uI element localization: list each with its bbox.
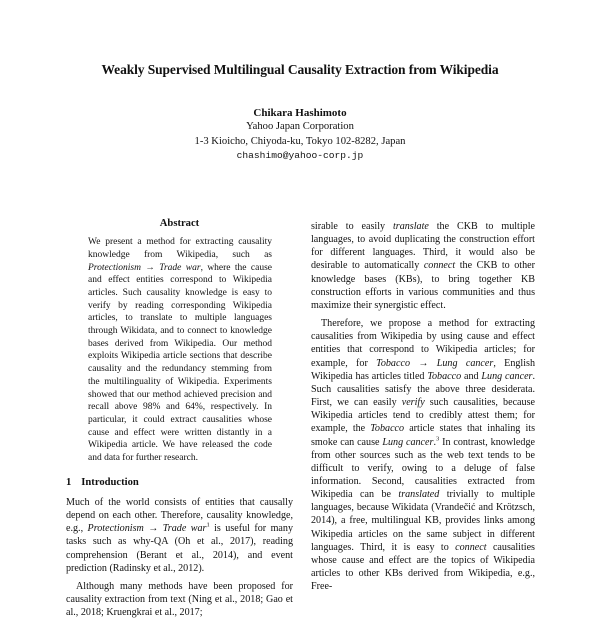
abstract-heading: Abstract <box>159 218 200 229</box>
author-name: Chikara Hashimoto <box>253 107 347 119</box>
right-column <box>311 220 535 593</box>
paper-title: Weakly Supervised Multilingual Causality Extraction from Wikipedia <box>101 62 499 77</box>
left-column <box>66 218 293 619</box>
intro-paragraph-1: Much of the world consists of entities that causally depend on each other. Therefore, causality knowledge, e.g., Protectionism → Trade war$^1$ is useful for many tasks such as why-QA (Oh et al., 2017), reading comprehension (Berant et al., 2014), and event prediction (Radinsky et al., 2012). <box>66 496 293 574</box>
abstract-text: We present a method for extracting causality knowledge from Wikipedia, such as Protectionism → Trade war, where the cause and effect entities correspond to Wikipedia articles. Such causality knowledge is easy to verify by reading corresponding Wikipedia articles, to translate to multiple languages through Wikidata, and to connect to knowledge bases derived from Wikipedia. Our method exploits Wikipedia article sections that describe causality and the redundancy stemming from the multilinguality of Wikipedia. Experiments showed that our method achieved precision and recall above 98% and 64%, respectively. In particular, it could extract causalities whose cause and effect were written distantly in a Wikipedia article. We have released the code and data for further research. <box>88 237 272 464</box>
author-block <box>0 106 600 164</box>
author-affiliation: Yahoo Japan Corporation <box>246 121 354 133</box>
right-paragraph-1: sirable to easily translate the CKB to multiple languages, to avoid duplicating the construction effort for different languages. Third, it would also be desirable to automatically connect the CKB to other knowledge bases (KBs), to bring together KB construction efforts in various communities and thus maximize their synergistic effect. <box>311 221 535 311</box>
author-address: 1-3 Kioicho, Chiyoda-ku, Tokyo 102-8282, Japan <box>194 135 406 147</box>
right-paragraph-2: Therefore, we propose a method for extracting causalities from Wikipedia by using cause and effect entities that correspond to Wikipedia articles; for example, for Tobacco → Lung cancer, English Wikipedia has articles titled Tobacco and Lung cancer. Such causalities satisfy the above three desiderata. First, we can easily verify such causalities, because Wikipedia articles tend to credibly attest them; for example, the Tobacco article states that inhaling its smoke can cause Lung cancer.$^3$ In contrast, knowledge from other sources such as the web text tends to be difficult to verify, owing to a deluge of false information. Second, causalities extracted from Wikipedia can be translated trivially to multiple languages, because Wikidata (Vrandečić and Krötzsch, 2014), a free, multilingual KB, provides links among Wikipedia articles on the same subject in different languages. Third, it is easy to connect causalities whose cause and effect are the topics of Wikipedia articles to other KBs derived from Wikipedia, e.g., Free- <box>311 318 536 593</box>
section-heading-introduction: 1 Introduction <box>66 476 139 488</box>
author-email: chashimo@yahoo-corp.jp <box>236 150 364 162</box>
intro-paragraph-2: Although many methods have been proposed for causality extraction from text (Ning et al., 2018; Gao et al., 2018; Kruengkrai et al., 2017; <box>66 580 293 619</box>
